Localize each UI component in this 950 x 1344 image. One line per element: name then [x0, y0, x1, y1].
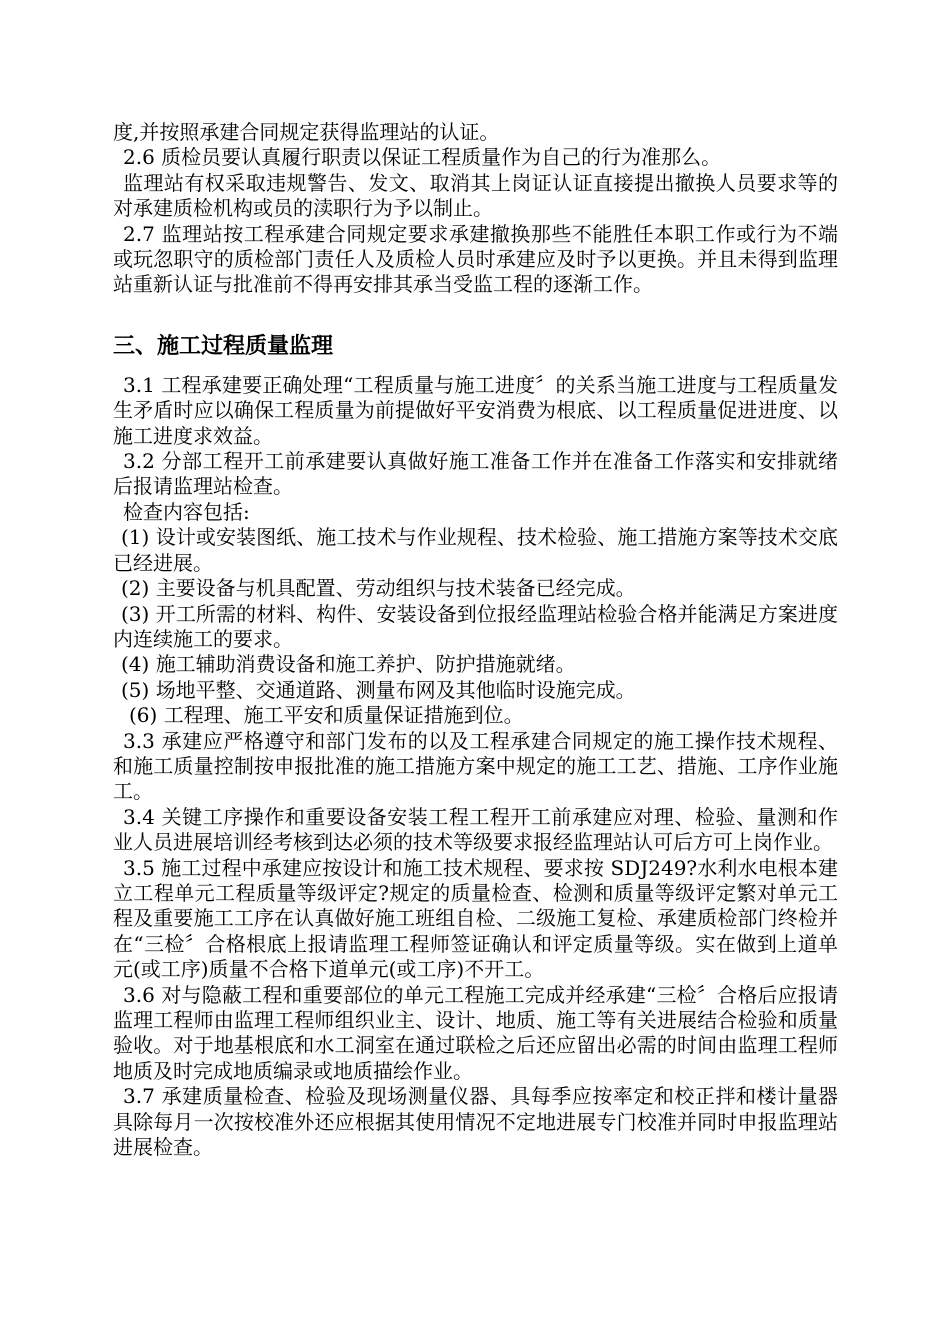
paragraph: (2) 主要设备与机具配置、劳动组织与技术装备已经完成。 [121, 576, 636, 601]
paragraph: 3.4 关键工序操作和重要设备安装工程工程开工前承建应对理、检验、量测和作业人员进展培训经考核到达必须的技术等级要求报经监理站认可后方可上岗作业。 [113, 804, 838, 855]
paragraph: 3.7 承建质量检查、检验及现场测量仪器、具每季应按率定和校正拌和楼计量器具除每月一次按校准外还应根据其使用情况不定地进展专门校准并同时申报监理站进展检查。 [113, 1084, 838, 1160]
paragraph: 度,并按照承建合同规定获得监理站的认证。 [113, 120, 500, 144]
paragraph: 监理站有权采取违规警告、发文、取消其上岗证认证直接提出撤换人员要求等的对承建质检机构或员的渎职行为予以制止。 [113, 170, 838, 221]
paragraph: 3.3 承建应严格遵守和部门发布的以及工程承建合同规定的施工操作技术规程、和施工质量控制按申报批准的施工措施方案中规定的施工工艺、措施、工序作业施工。 [113, 728, 838, 804]
section-3-body [113, 373, 838, 1161]
section-heading: 三、施工过程质量监理 [113, 333, 334, 359]
paragraph: 3.1 工程承建要正确处理“工程质量与施工进度〞的关系当施工进度与工程质量发生矛盾时应以确保工程质量为前提做好平安消费为根底、以工程质量促进进度、以施工进度求效益。 [113, 372, 838, 448]
paragraph: (5) 场地平整、交通道路、测量布网及其他临时设施完成。 [121, 677, 636, 702]
paragraph: 3.5 施工过程中承建应按设计和施工技术规程、要求按 SDJ249?水利水电根本建立工程单元工程质量等级评定?规定的质量检查、检测和质量等级评定繁对单元工程及重要施工工序在认真做好施工班组自检、二级施工复检、承建质检部门终检并在“三检〞合格根底上报请监理工程师签证确认和评定质量等级。实在做到上道单元(或工序)质量不合格下道单元(或工序)不开工。 [113, 855, 838, 982]
paragraph: (1) 设计或安装图纸、施工技术与作业规程、技术检验、施工措施方案等技术交底已经进展。 [113, 525, 838, 575]
paragraph: 3.6 对与隐蔽工程和重要部位的单元工程施工完成并经承建“三检〞合格后应报请监理工程师由监理工程师组织业主、设计、地质、施工等有关进展结合检验和质量验收。对于地基根底和水工洞室在通过联检之后还应留出必需的时间由监理工程师地质及时完成地质编录或地质描绘作业。 [113, 982, 838, 1083]
paragraph: 2.7 监理站按工程承建合同规定要求承建撤换那些不能胜任本职工作或行为不端或玩忽职守的质检部门责任人及质检人员时承建应及时予以更换。并且未得到监理站重新认证与批准前不得再安排其承当受监工程的逐渐工作。 [113, 221, 838, 297]
paragraph: 3.2 分部工程开工前承建要认真做好施工准备工作并在准备工作落实和安排就绪后报请监理站检查。 [113, 449, 838, 499]
paragraph: 检查内容包括: [123, 499, 250, 524]
document-body [113, 120, 838, 1160]
paragraph: (3) 开工所需的材料、构件、安装设备到位报经监理站检验合格并能满足方案进度内连续施工的要求。 [113, 601, 838, 651]
paragraph: (4) 施工辅助消费设备和施工养护、防护措施就绪。 [121, 652, 576, 677]
paragraph: (6) 工程理、施工平安和质量保证措施到位。 [129, 703, 524, 728]
paragraph: 2.6 质检员要认真履行职责以保证工程质量作为自己的行为准那么。 [123, 145, 722, 170]
section-2-continued [113, 120, 838, 298]
